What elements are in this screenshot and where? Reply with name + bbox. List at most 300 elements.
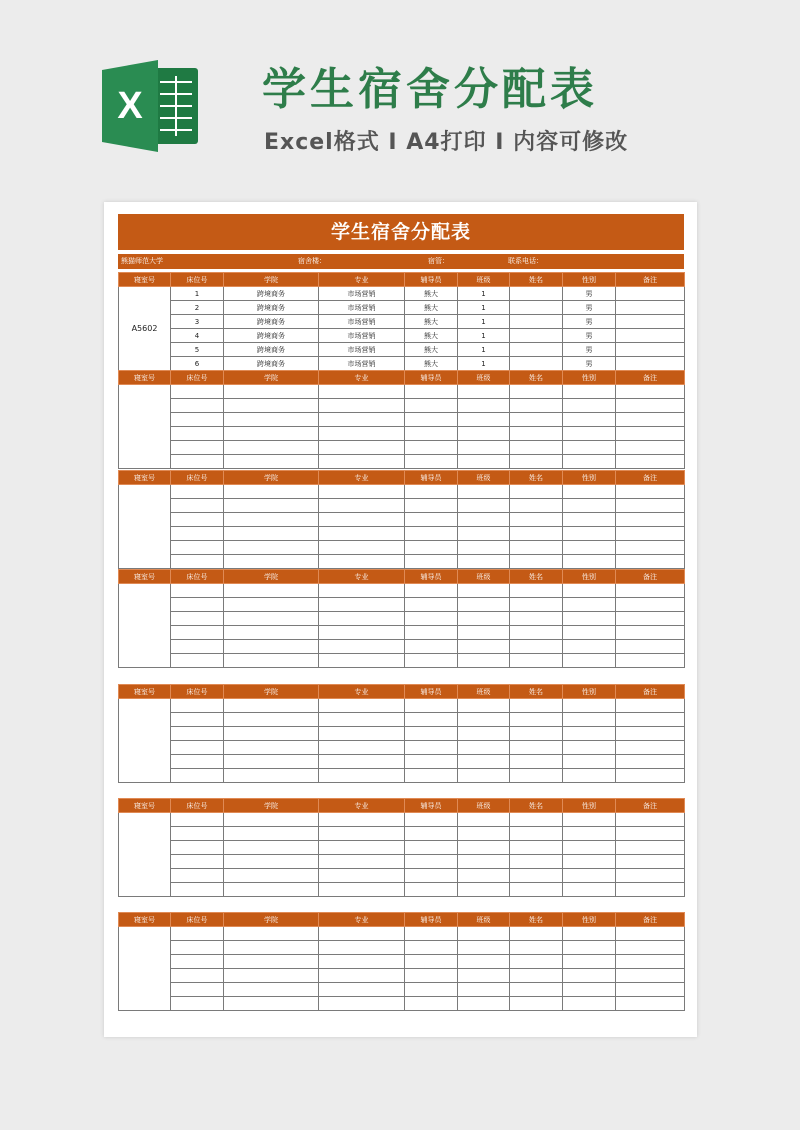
gender-cell[interactable]	[563, 513, 616, 527]
major-cell[interactable]	[319, 883, 405, 897]
gender-cell[interactable]	[563, 499, 616, 513]
college-cell[interactable]	[224, 997, 319, 1011]
bed-cell[interactable]: 5	[171, 343, 224, 357]
major-cell[interactable]	[319, 741, 405, 755]
bed-cell[interactable]: 2	[171, 301, 224, 315]
note-cell[interactable]	[616, 755, 685, 769]
name-cell[interactable]	[510, 287, 563, 301]
college-cell[interactable]: 跨境商务	[224, 329, 319, 343]
college-cell[interactable]	[224, 869, 319, 883]
gender-cell[interactable]	[563, 741, 616, 755]
class-cell[interactable]	[458, 755, 510, 769]
class-cell[interactable]	[458, 427, 510, 441]
gender-cell[interactable]	[563, 598, 616, 612]
bed-cell[interactable]	[171, 827, 224, 841]
gender-cell[interactable]	[563, 727, 616, 741]
counselor-cell[interactable]	[405, 713, 458, 727]
bed-cell[interactable]	[171, 727, 224, 741]
note-cell[interactable]	[616, 541, 685, 555]
note-cell[interactable]	[616, 555, 685, 569]
bed-cell[interactable]	[171, 883, 224, 897]
name-cell[interactable]	[510, 541, 563, 555]
major-cell[interactable]	[319, 769, 405, 783]
college-cell[interactable]	[224, 427, 319, 441]
note-cell[interactable]	[616, 485, 685, 499]
note-cell[interactable]	[616, 598, 685, 612]
note-cell[interactable]	[616, 699, 685, 713]
name-cell[interactable]	[510, 301, 563, 315]
note-cell[interactable]	[616, 513, 685, 527]
bed-cell[interactable]	[171, 699, 224, 713]
counselor-cell[interactable]	[405, 385, 458, 399]
bed-cell[interactable]	[171, 427, 224, 441]
note-cell[interactable]	[616, 883, 685, 897]
counselor-cell[interactable]: 熊大	[405, 329, 458, 343]
note-cell[interactable]	[616, 315, 685, 329]
major-cell[interactable]	[319, 427, 405, 441]
class-cell[interactable]	[458, 741, 510, 755]
class-cell[interactable]	[458, 727, 510, 741]
class-cell[interactable]: 1	[458, 301, 510, 315]
gender-cell[interactable]	[563, 841, 616, 855]
bed-cell[interactable]: 3	[171, 315, 224, 329]
college-cell[interactable]	[224, 612, 319, 626]
major-cell[interactable]	[319, 727, 405, 741]
counselor-cell[interactable]	[405, 969, 458, 983]
gender-cell[interactable]: 男	[563, 301, 616, 315]
class-cell[interactable]	[458, 997, 510, 1011]
name-cell[interactable]	[510, 485, 563, 499]
bed-cell[interactable]	[171, 713, 224, 727]
room-number-cell[interactable]: A5602	[119, 287, 171, 371]
college-cell[interactable]: 跨境商务	[224, 301, 319, 315]
bed-cell[interactable]	[171, 640, 224, 654]
class-cell[interactable]	[458, 513, 510, 527]
name-cell[interactable]	[510, 941, 563, 955]
name-cell[interactable]	[510, 513, 563, 527]
counselor-cell[interactable]: 熊大	[405, 315, 458, 329]
note-cell[interactable]	[616, 841, 685, 855]
counselor-cell[interactable]	[405, 755, 458, 769]
gender-cell[interactable]	[563, 713, 616, 727]
major-cell[interactable]	[319, 640, 405, 654]
gender-cell[interactable]	[563, 385, 616, 399]
name-cell[interactable]	[510, 612, 563, 626]
gender-cell[interactable]	[563, 455, 616, 469]
counselor-cell[interactable]	[405, 883, 458, 897]
major-cell[interactable]	[319, 413, 405, 427]
bed-cell[interactable]	[171, 598, 224, 612]
counselor-cell[interactable]	[405, 769, 458, 783]
class-cell[interactable]: 1	[458, 357, 510, 371]
counselor-cell[interactable]	[405, 654, 458, 668]
note-cell[interactable]	[616, 612, 685, 626]
bed-cell[interactable]	[171, 413, 224, 427]
bed-cell[interactable]	[171, 385, 224, 399]
note-cell[interactable]	[616, 427, 685, 441]
room-number-cell[interactable]	[119, 485, 171, 569]
note-cell[interactable]	[616, 813, 685, 827]
counselor-cell[interactable]	[405, 741, 458, 755]
counselor-cell[interactable]	[405, 941, 458, 955]
note-cell[interactable]	[616, 329, 685, 343]
name-cell[interactable]	[510, 997, 563, 1011]
counselor-cell[interactable]	[405, 513, 458, 527]
name-cell[interactable]	[510, 555, 563, 569]
class-cell[interactable]	[458, 699, 510, 713]
class-cell[interactable]	[458, 855, 510, 869]
class-cell[interactable]	[458, 385, 510, 399]
note-cell[interactable]	[616, 741, 685, 755]
gender-cell[interactable]	[563, 769, 616, 783]
major-cell[interactable]	[319, 654, 405, 668]
class-cell[interactable]	[458, 455, 510, 469]
gender-cell[interactable]	[563, 555, 616, 569]
gender-cell[interactable]	[563, 427, 616, 441]
counselor-cell[interactable]: 熊大	[405, 287, 458, 301]
room-number-cell[interactable]	[119, 927, 171, 1011]
gender-cell[interactable]	[563, 654, 616, 668]
name-cell[interactable]	[510, 455, 563, 469]
name-cell[interactable]	[510, 499, 563, 513]
name-cell[interactable]	[510, 385, 563, 399]
counselor-cell[interactable]	[405, 598, 458, 612]
class-cell[interactable]	[458, 983, 510, 997]
gender-cell[interactable]: 男	[563, 329, 616, 343]
bed-cell[interactable]	[171, 769, 224, 783]
major-cell[interactable]	[319, 513, 405, 527]
class-cell[interactable]	[458, 640, 510, 654]
counselor-cell[interactable]	[405, 555, 458, 569]
counselor-cell[interactable]	[405, 527, 458, 541]
major-cell[interactable]	[319, 598, 405, 612]
note-cell[interactable]	[616, 343, 685, 357]
name-cell[interactable]	[510, 315, 563, 329]
college-cell[interactable]	[224, 541, 319, 555]
note-cell[interactable]	[616, 399, 685, 413]
class-cell[interactable]: 1	[458, 343, 510, 357]
name-cell[interactable]	[510, 626, 563, 640]
counselor-cell[interactable]	[405, 626, 458, 640]
major-cell[interactable]	[319, 997, 405, 1011]
class-cell[interactable]	[458, 485, 510, 499]
counselor-cell[interactable]	[405, 612, 458, 626]
college-cell[interactable]	[224, 969, 319, 983]
major-cell[interactable]	[319, 699, 405, 713]
name-cell[interactable]	[510, 640, 563, 654]
class-cell[interactable]	[458, 955, 510, 969]
class-cell[interactable]	[458, 927, 510, 941]
bed-cell[interactable]	[171, 997, 224, 1011]
bed-cell[interactable]: 1	[171, 287, 224, 301]
name-cell[interactable]	[510, 955, 563, 969]
class-cell[interactable]	[458, 813, 510, 827]
note-cell[interactable]	[616, 983, 685, 997]
bed-cell[interactable]	[171, 626, 224, 640]
major-cell[interactable]	[319, 385, 405, 399]
bed-cell[interactable]	[171, 399, 224, 413]
counselor-cell[interactable]	[405, 699, 458, 713]
class-cell[interactable]	[458, 541, 510, 555]
gender-cell[interactable]	[563, 997, 616, 1011]
gender-cell[interactable]	[563, 584, 616, 598]
gender-cell[interactable]	[563, 626, 616, 640]
major-cell[interactable]	[319, 755, 405, 769]
college-cell[interactable]	[224, 640, 319, 654]
room-number-cell[interactable]	[119, 385, 171, 469]
college-cell[interactable]	[224, 755, 319, 769]
note-cell[interactable]	[616, 357, 685, 371]
bed-cell[interactable]	[171, 455, 224, 469]
bed-cell[interactable]	[171, 983, 224, 997]
major-cell[interactable]	[319, 527, 405, 541]
college-cell[interactable]	[224, 827, 319, 841]
counselor-cell[interactable]	[405, 855, 458, 869]
college-cell[interactable]	[224, 741, 319, 755]
note-cell[interactable]	[616, 499, 685, 513]
major-cell[interactable]	[319, 813, 405, 827]
bed-cell[interactable]	[171, 541, 224, 555]
bed-cell[interactable]	[171, 869, 224, 883]
college-cell[interactable]	[224, 513, 319, 527]
college-cell[interactable]	[224, 855, 319, 869]
gender-cell[interactable]	[563, 399, 616, 413]
counselor-cell[interactable]	[405, 997, 458, 1011]
bed-cell[interactable]	[171, 441, 224, 455]
gender-cell[interactable]: 男	[563, 343, 616, 357]
bed-cell[interactable]	[171, 555, 224, 569]
gender-cell[interactable]	[563, 827, 616, 841]
name-cell[interactable]	[510, 584, 563, 598]
counselor-cell[interactable]	[405, 413, 458, 427]
major-cell[interactable]	[319, 612, 405, 626]
major-cell[interactable]	[319, 841, 405, 855]
major-cell[interactable]	[319, 555, 405, 569]
gender-cell[interactable]: 男	[563, 357, 616, 371]
bed-cell[interactable]	[171, 927, 224, 941]
class-cell[interactable]	[458, 527, 510, 541]
name-cell[interactable]	[510, 869, 563, 883]
note-cell[interactable]	[616, 969, 685, 983]
college-cell[interactable]: 跨境商务	[224, 343, 319, 357]
name-cell[interactable]	[510, 399, 563, 413]
college-cell[interactable]	[224, 654, 319, 668]
bed-cell[interactable]	[171, 841, 224, 855]
gender-cell[interactable]	[563, 699, 616, 713]
note-cell[interactable]	[616, 385, 685, 399]
class-cell[interactable]	[458, 969, 510, 983]
college-cell[interactable]	[224, 455, 319, 469]
class-cell[interactable]	[458, 598, 510, 612]
counselor-cell[interactable]	[405, 541, 458, 555]
college-cell[interactable]	[224, 941, 319, 955]
class-cell[interactable]	[458, 883, 510, 897]
note-cell[interactable]	[616, 855, 685, 869]
counselor-cell[interactable]	[405, 455, 458, 469]
counselor-cell[interactable]	[405, 927, 458, 941]
name-cell[interactable]	[510, 329, 563, 343]
gender-cell[interactable]	[563, 755, 616, 769]
gender-cell[interactable]	[563, 955, 616, 969]
gender-cell[interactable]	[563, 527, 616, 541]
bed-cell[interactable]	[171, 969, 224, 983]
gender-cell[interactable]	[563, 813, 616, 827]
note-cell[interactable]	[616, 713, 685, 727]
name-cell[interactable]	[510, 413, 563, 427]
college-cell[interactable]	[224, 385, 319, 399]
college-cell[interactable]	[224, 927, 319, 941]
gender-cell[interactable]: 男	[563, 315, 616, 329]
major-cell[interactable]	[319, 955, 405, 969]
major-cell[interactable]	[319, 713, 405, 727]
note-cell[interactable]	[616, 827, 685, 841]
counselor-cell[interactable]	[405, 827, 458, 841]
counselor-cell[interactable]	[405, 499, 458, 513]
name-cell[interactable]	[510, 357, 563, 371]
bed-cell[interactable]: 4	[171, 329, 224, 343]
counselor-cell[interactable]	[405, 441, 458, 455]
room-number-cell[interactable]	[119, 584, 171, 668]
major-cell[interactable]: 市场营销	[319, 287, 405, 301]
bed-cell[interactable]	[171, 513, 224, 527]
name-cell[interactable]	[510, 343, 563, 357]
note-cell[interactable]	[616, 727, 685, 741]
major-cell[interactable]: 市场营销	[319, 343, 405, 357]
note-cell[interactable]	[616, 654, 685, 668]
college-cell[interactable]	[224, 399, 319, 413]
college-cell[interactable]	[224, 713, 319, 727]
class-cell[interactable]: 1	[458, 329, 510, 343]
college-cell[interactable]	[224, 727, 319, 741]
college-cell[interactable]: 跨境商务	[224, 357, 319, 371]
major-cell[interactable]	[319, 485, 405, 499]
college-cell[interactable]	[224, 955, 319, 969]
major-cell[interactable]	[319, 969, 405, 983]
note-cell[interactable]	[616, 584, 685, 598]
college-cell[interactable]	[224, 983, 319, 997]
note-cell[interactable]	[616, 301, 685, 315]
gender-cell[interactable]	[563, 883, 616, 897]
counselor-cell[interactable]	[405, 955, 458, 969]
bed-cell[interactable]	[171, 527, 224, 541]
bed-cell[interactable]	[171, 755, 224, 769]
major-cell[interactable]	[319, 499, 405, 513]
major-cell[interactable]: 市场营销	[319, 301, 405, 315]
room-number-cell[interactable]	[119, 813, 171, 897]
counselor-cell[interactable]: 熊大	[405, 301, 458, 315]
bed-cell[interactable]	[171, 741, 224, 755]
name-cell[interactable]	[510, 927, 563, 941]
name-cell[interactable]	[510, 983, 563, 997]
gender-cell[interactable]	[563, 983, 616, 997]
class-cell[interactable]	[458, 441, 510, 455]
note-cell[interactable]	[616, 869, 685, 883]
class-cell[interactable]: 1	[458, 315, 510, 329]
class-cell[interactable]	[458, 841, 510, 855]
bed-cell[interactable]	[171, 584, 224, 598]
class-cell[interactable]	[458, 654, 510, 668]
gender-cell[interactable]	[563, 541, 616, 555]
gender-cell[interactable]	[563, 927, 616, 941]
note-cell[interactable]	[616, 997, 685, 1011]
bed-cell[interactable]: 6	[171, 357, 224, 371]
major-cell[interactable]	[319, 399, 405, 413]
major-cell[interactable]	[319, 855, 405, 869]
counselor-cell[interactable]: 熊大	[405, 357, 458, 371]
name-cell[interactable]	[510, 883, 563, 897]
gender-cell[interactable]	[563, 441, 616, 455]
class-cell[interactable]	[458, 769, 510, 783]
class-cell[interactable]	[458, 626, 510, 640]
bed-cell[interactable]	[171, 654, 224, 668]
major-cell[interactable]	[319, 941, 405, 955]
major-cell[interactable]	[319, 869, 405, 883]
class-cell[interactable]	[458, 869, 510, 883]
counselor-cell[interactable]	[405, 584, 458, 598]
counselor-cell[interactable]	[405, 427, 458, 441]
major-cell[interactable]	[319, 626, 405, 640]
counselor-cell[interactable]	[405, 983, 458, 997]
college-cell[interactable]	[224, 584, 319, 598]
name-cell[interactable]	[510, 841, 563, 855]
class-cell[interactable]	[458, 555, 510, 569]
name-cell[interactable]	[510, 441, 563, 455]
counselor-cell[interactable]	[405, 485, 458, 499]
major-cell[interactable]: 市场营销	[319, 315, 405, 329]
college-cell[interactable]	[224, 699, 319, 713]
counselor-cell[interactable]	[405, 841, 458, 855]
note-cell[interactable]	[616, 769, 685, 783]
counselor-cell[interactable]	[405, 399, 458, 413]
class-cell[interactable]	[458, 413, 510, 427]
class-cell[interactable]	[458, 941, 510, 955]
major-cell[interactable]	[319, 584, 405, 598]
name-cell[interactable]	[510, 769, 563, 783]
class-cell[interactable]	[458, 399, 510, 413]
college-cell[interactable]	[224, 485, 319, 499]
note-cell[interactable]	[616, 455, 685, 469]
name-cell[interactable]	[510, 427, 563, 441]
college-cell[interactable]: 跨境商务	[224, 287, 319, 301]
gender-cell[interactable]	[563, 969, 616, 983]
gender-cell[interactable]: 男	[563, 287, 616, 301]
note-cell[interactable]	[616, 441, 685, 455]
major-cell[interactable]: 市场营销	[319, 329, 405, 343]
name-cell[interactable]	[510, 741, 563, 755]
note-cell[interactable]	[616, 955, 685, 969]
note-cell[interactable]	[616, 640, 685, 654]
major-cell[interactable]	[319, 827, 405, 841]
gender-cell[interactable]	[563, 941, 616, 955]
major-cell[interactable]	[319, 927, 405, 941]
note-cell[interactable]	[616, 413, 685, 427]
class-cell[interactable]	[458, 499, 510, 513]
name-cell[interactable]	[510, 654, 563, 668]
major-cell[interactable]	[319, 983, 405, 997]
college-cell[interactable]	[224, 769, 319, 783]
note-cell[interactable]	[616, 527, 685, 541]
college-cell[interactable]	[224, 626, 319, 640]
name-cell[interactable]	[510, 969, 563, 983]
major-cell[interactable]	[319, 455, 405, 469]
name-cell[interactable]	[510, 813, 563, 827]
major-cell[interactable]	[319, 441, 405, 455]
counselor-cell[interactable]	[405, 727, 458, 741]
bed-cell[interactable]	[171, 485, 224, 499]
room-number-cell[interactable]	[119, 699, 171, 783]
gender-cell[interactable]	[563, 413, 616, 427]
college-cell[interactable]	[224, 813, 319, 827]
